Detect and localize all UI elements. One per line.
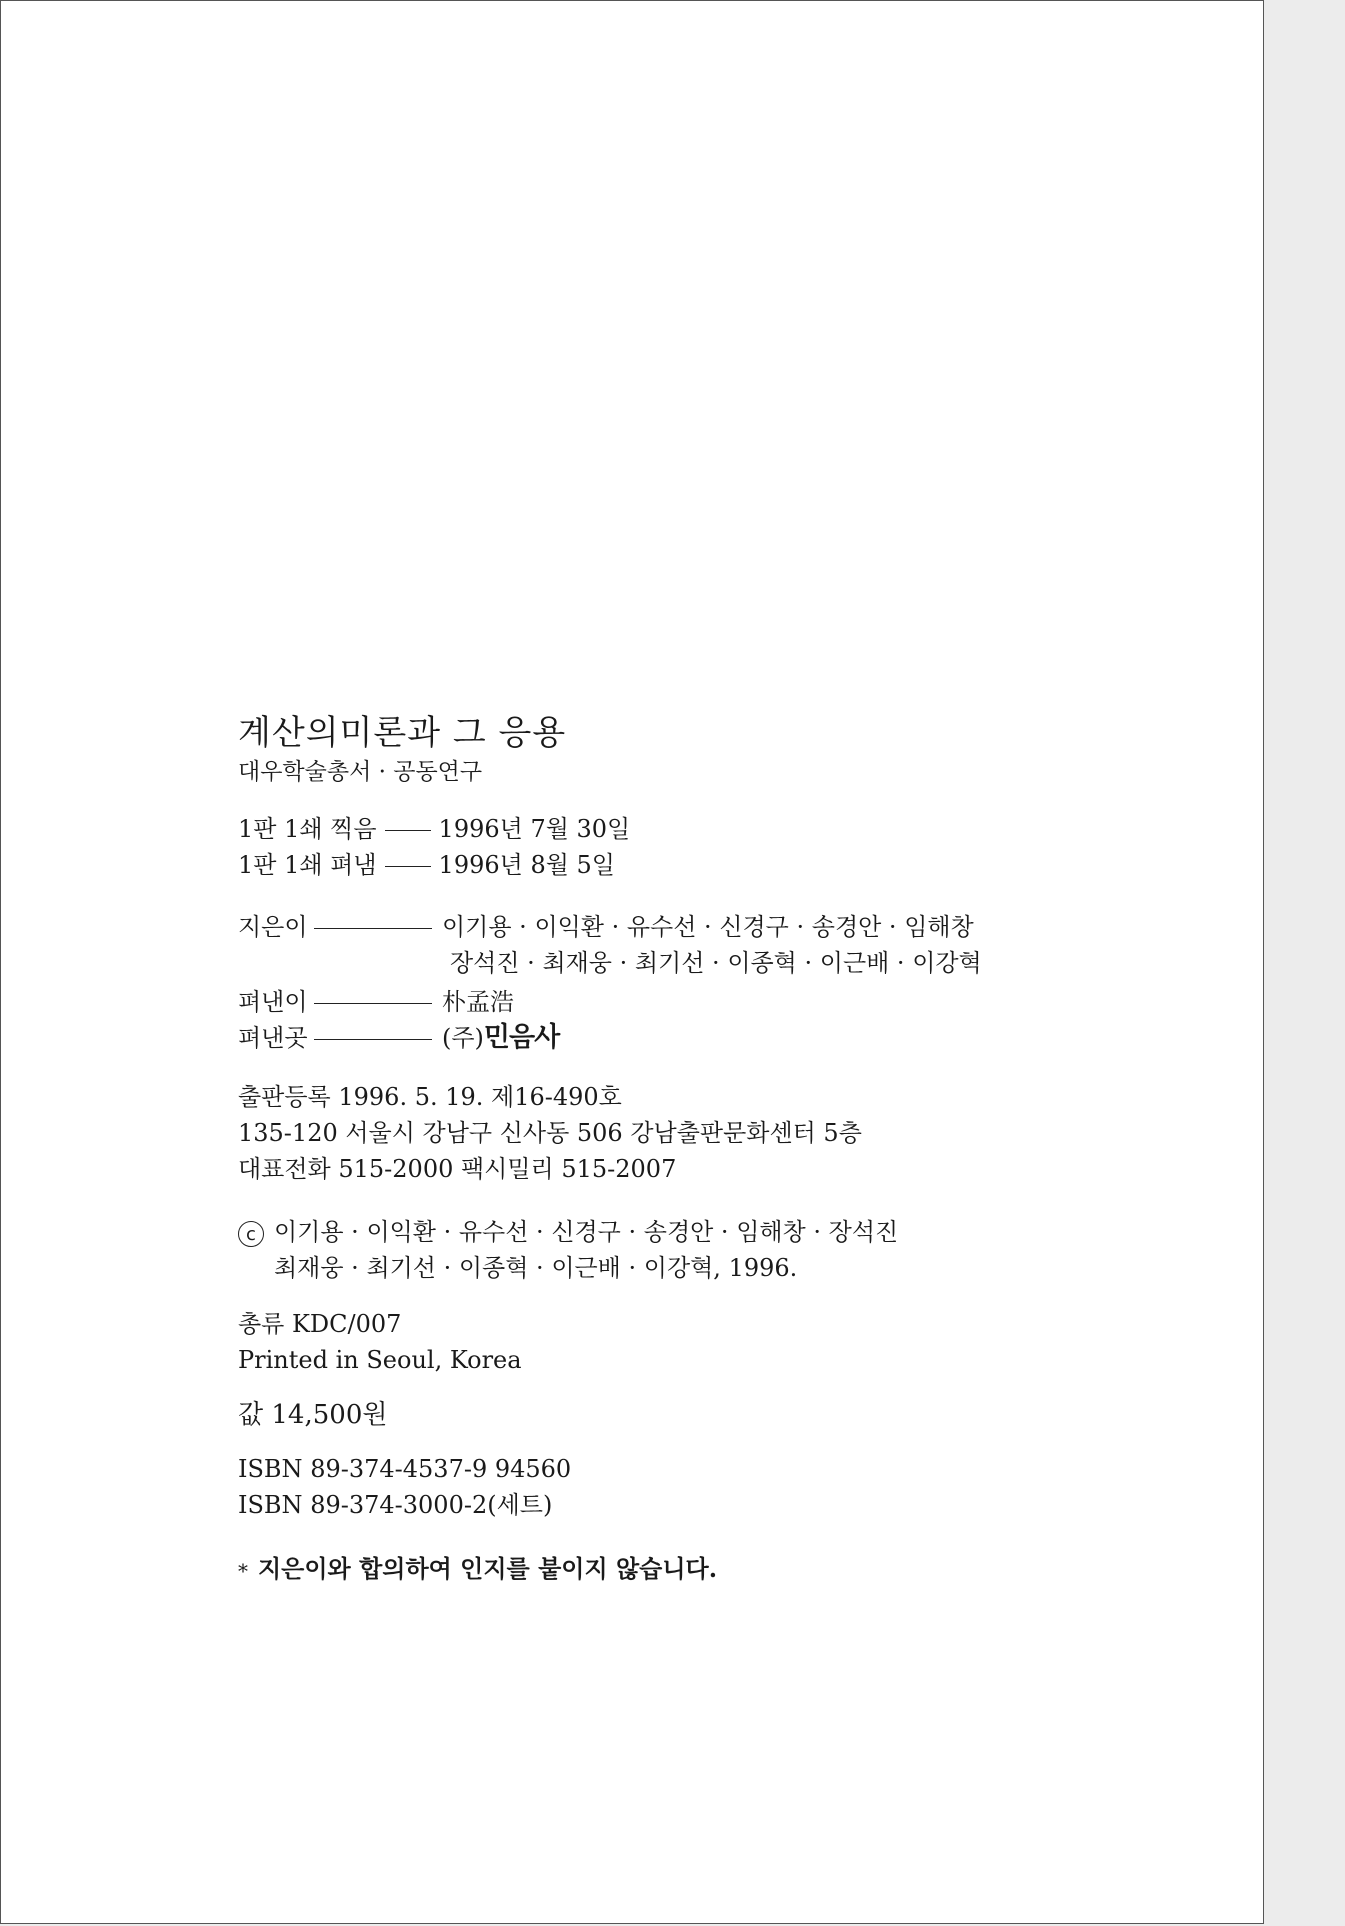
dash-rule [385, 830, 431, 831]
publisher-person: 朴孟浩 [442, 988, 514, 1016]
stamp-notice [238, 1551, 717, 1589]
copyright-line-1 [238, 1214, 898, 1250]
printed-in-line: Printed in Seoul, Korea [238, 1346, 522, 1374]
dash-rule [385, 866, 431, 867]
publisher-prefix: (주) [442, 1024, 484, 1052]
copyright-holders: 이기용 · 이익환 · 유수선 · 신경구 · 송경안 · 임해창 · 장석진 [274, 1218, 899, 1246]
credit-publisher [238, 1020, 559, 1056]
printing-label: 1판 1쇄 펴냄 [238, 851, 377, 879]
authors-line-2: 장석진 · 최재웅 · 최기선 · 이종혁 · 이근배 · 이강혁 [450, 949, 982, 977]
credit-label: 펴낸이 [238, 988, 308, 1016]
dash-rule [314, 1003, 432, 1004]
publisher-logo: 민음사 [483, 1022, 560, 1053]
printing-row-2 [238, 847, 615, 883]
credit-label: 지은이 [238, 913, 308, 941]
registration-line-3: 대표전화 515-2000 팩시밀리 515-2007 [238, 1155, 677, 1183]
dash-rule [314, 1039, 432, 1040]
price: 값 14,500원 [238, 1400, 388, 1430]
printing-date: 1996년 7월 30일 [438, 815, 631, 843]
credit-publisher-person [238, 984, 514, 1020]
notice-text: 지은이와 합의하여 인지를 붙이지 않습니다. [258, 1554, 718, 1583]
dash-rule [314, 928, 432, 929]
copyright-icon: c [238, 1221, 264, 1247]
credit-authors [238, 909, 974, 945]
authors-line-1: 이기용 · 이익환 · 유수선 · 신경구 · 송경안 · 임해창 [442, 913, 974, 941]
copyright-line-2: 최재웅 · 최기선 · 이종혁 · 이근배 · 이강혁, 1996. [274, 1254, 798, 1282]
book-title: 계산의미론과 그 응용 [238, 713, 567, 753]
printing-date: 1996년 8월 5일 [438, 851, 615, 879]
registration-line-2: 135-120 서울시 강남구 신사동 506 강남출판문화센터 5층 [238, 1119, 862, 1147]
isbn-line-1: ISBN 89-374-4537-9 94560 [238, 1455, 572, 1483]
credit-label: 펴낸곳 [238, 1024, 308, 1052]
registration-line-1: 출판등록 1996. 5. 19. 제16-490호 [238, 1083, 622, 1111]
printing-row-1 [238, 811, 630, 847]
classification-line: 총류 KDC/007 [238, 1310, 402, 1338]
isbn-line-2: ISBN 89-374-3000-2(세트) [238, 1491, 553, 1519]
series-name: 대우학술총서 · 공동연구 [238, 759, 483, 785]
asterisk-icon: * [238, 1558, 248, 1583]
printing-label: 1판 1쇄 찍음 [238, 815, 377, 843]
